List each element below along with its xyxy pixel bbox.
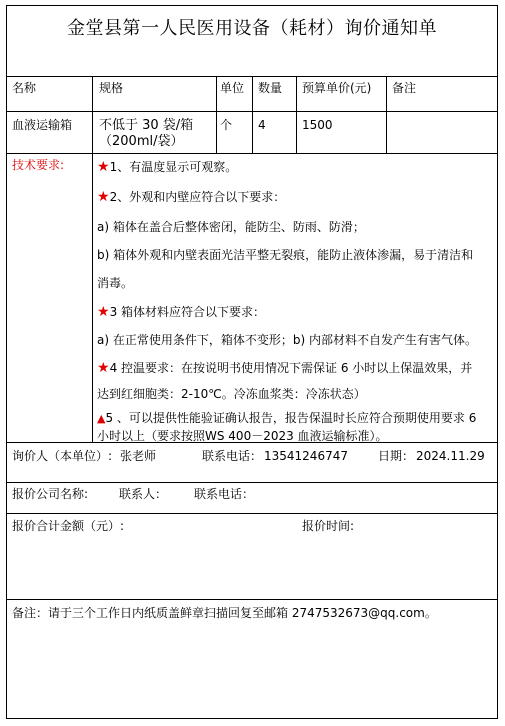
- quote-company-label: 报价公司名称:: [12, 487, 89, 501]
- inquiry-form: [6, 5, 498, 719]
- tech-item-5: [97, 409, 491, 428]
- tech-item-4-cont: 达到红细胞类：2-10℃。冷冻血浆类：冷冻状态）: [97, 387, 366, 401]
- inquirer-label: 询价人（本单位）:: [12, 449, 113, 463]
- star-icon: ★: [97, 304, 110, 320]
- tech-item-text: 2、外观和内壁应符合以下要求：: [109, 190, 286, 204]
- tech-item-2b-cont: 消毒。: [97, 276, 134, 290]
- cell-name: 血液运输箱: [12, 118, 73, 132]
- tech-label: 技术要求:: [12, 158, 65, 172]
- header-remark: 备注: [392, 81, 417, 95]
- quote-phone-label: 联系电话：: [194, 487, 255, 501]
- star-icon: ★: [97, 189, 110, 205]
- col-divider-5: [386, 76, 387, 153]
- tech-item-2: [97, 188, 491, 206]
- divider-total: [7, 599, 497, 600]
- header-quantity: 数量: [258, 81, 283, 95]
- cell-spec-line1: 不低于 30 袋/箱: [99, 118, 194, 133]
- quote-time-label: 报价时间:: [302, 519, 355, 533]
- inquirer-date-label: 日期：: [378, 449, 415, 463]
- tech-item-2a: a) 箱体在盖合后整体密闭，能防尘、防雨、防滑；: [97, 220, 365, 234]
- header-price: 预算单价(元): [302, 81, 372, 95]
- tech-item-text: 5 、可以提供性能验证确认报告，报告保温时长应符合预期使用要求 6: [105, 411, 477, 425]
- quote-contact-label: 联系人：: [119, 487, 168, 501]
- tech-item-5-cont: 小时以上（要求按照WS 400－2023 血液运输标准）。: [97, 429, 388, 443]
- star-icon: ★: [97, 159, 110, 175]
- tech-item-3ab: a) 在正常使用条件下，箱体不变形；b) 内部材料不自发产生有害气体。: [97, 333, 477, 347]
- inquirer-name: 张老师: [120, 449, 157, 463]
- cell-price: 1500: [302, 118, 333, 132]
- tech-item-text: 4 控温要求：在按说明书使用情况下需保证 6 小时以上保温效果，并: [109, 361, 473, 375]
- form-title: 金堂县第一人民医用设备（耗材）询价通知单: [67, 18, 437, 39]
- inquirer-phone-label: 联系电话：: [202, 449, 263, 463]
- tech-item-3: [97, 303, 491, 321]
- inquirer-date: 2024.11.29: [416, 449, 485, 463]
- tech-item-text: 1、有温度显示可观察。: [109, 160, 238, 174]
- inquirer-phone: 13541246747: [264, 449, 348, 463]
- tech-item-4: [97, 359, 491, 377]
- tech-item-1: [97, 158, 491, 176]
- header-unit: 单位: [220, 81, 245, 95]
- divider-company: [7, 513, 497, 514]
- header-name: 名称: [12, 81, 37, 95]
- note: 备注：请于三个工作日内纸质盖鲜章扫描回复至邮箱 2747532673@qq.com。: [12, 606, 437, 620]
- star-icon: ★: [97, 360, 110, 376]
- quote-amount-label: 报价合计金额（元）:: [12, 519, 125, 533]
- divider-row: [7, 153, 497, 154]
- col-divider-1: [92, 76, 93, 442]
- cell-unit: 个: [220, 118, 233, 132]
- col-divider-4: [296, 76, 297, 153]
- cell-spec-line2: （200ml/袋）: [99, 134, 184, 149]
- tech-item-2b: b) 箱体外观和内壁表面光洁平整无裂痕，能防止液体渗漏，易于清洁和: [97, 248, 474, 262]
- col-divider-3: [252, 76, 253, 153]
- triangle-icon: ▲: [97, 412, 106, 425]
- divider-inquirer: [7, 482, 497, 483]
- col-divider-2: [216, 76, 217, 153]
- cell-quantity: 4: [258, 118, 266, 132]
- tech-item-text: 3 箱体材料应符合以下要求：: [109, 305, 266, 319]
- header-spec: 规格: [99, 81, 124, 95]
